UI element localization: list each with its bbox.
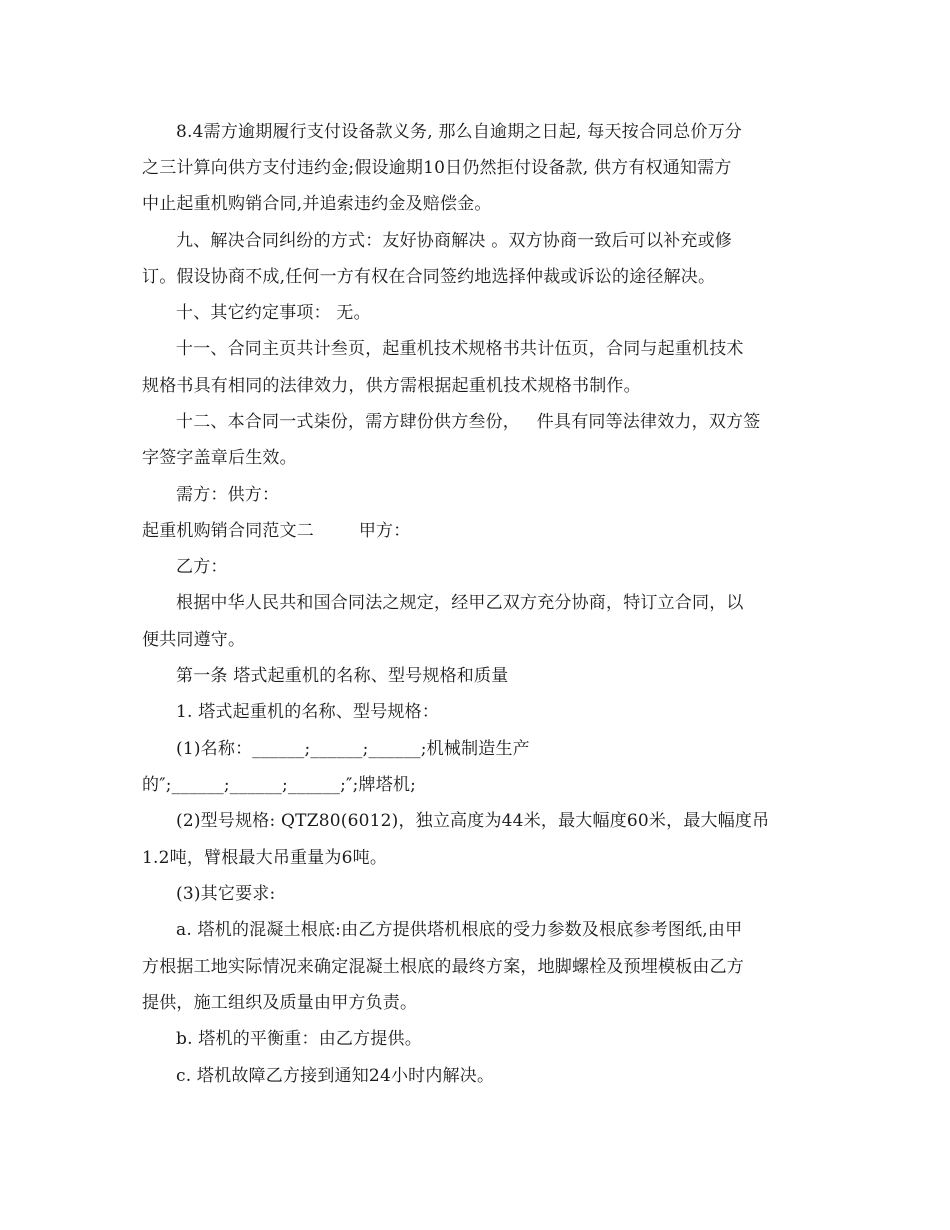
text-line: 1.2吨，臂根最大吊重量为6吨。 <box>142 848 388 868</box>
text-line: 十、其它约定事项： 无。 <box>176 303 371 323</box>
text-line: b. 塔机的平衡重：由乙方提供。 <box>176 1029 422 1049</box>
text-line: 规格书具有相同的法律效力，供方需根据起重机技术规格书制作。 <box>142 376 641 396</box>
text-line: 便共同遵守。 <box>142 630 246 650</box>
text-line: 字签字盖章后生效。 <box>142 448 297 468</box>
text-line: 中止起重机购销合同,并追索违约金及赔偿金。 <box>142 194 492 214</box>
text-line: 订。假设协商不成,任何一方有权在合同签约地选择仲裁或诉讼的途径解决。 <box>142 267 716 287</box>
section-heading: 第一条 塔式起重机的名称、型号规格和质量 <box>176 666 509 686</box>
text-line: 8.4需方逾期履行支付设备款义务, 那么自逾期之日起, 每天按合同总价万分 <box>176 122 743 142</box>
text-line: 的″;______;______;______;″;牌塔机; <box>142 775 417 795</box>
text-line: 提供，施工组织及质量由甲方负责。 <box>142 993 418 1013</box>
text-line: 之三计算向供方支付违约金;假设逾期10日仍然拒付设备款, 供方有权通知需方 <box>142 158 732 178</box>
text-line: 起重机购销合同范文二 甲方： <box>142 521 411 541</box>
text-line: (3)其它要求: <box>176 884 276 904</box>
text-line: 方根据工地实际情况来确定混凝土根底的最终方案，地脚螺栓及预埋模板由乙方 <box>142 957 744 977</box>
text-line: (2)型号规格: QTZ80(6012)，独立高度为44米，最大幅度60米，最大幅度吊 <box>176 811 770 831</box>
text-line: a. 塔机的混凝土根底:由乙方提供塔机根底的受力参数及根底参考图纸,由甲 <box>176 920 743 940</box>
text-line: 九、解决合同纠纷的方式：友好协商解决 。双方协商一致后可以补充或修 <box>176 231 733 251</box>
text-line: 十一、合同主页共计叁页，起重机技术规格书共计伍页，合同与起重机技术 <box>176 339 744 359</box>
text-line: 需方：供方： <box>176 485 280 505</box>
text-line: 1. 塔式起重机的名称、型号规格： <box>176 702 440 722</box>
text-line: 根据中华人民共和国合同法之规定，经甲乙双方充分协商，特订立合同，以 <box>176 593 744 613</box>
text-line: (1)名称：______;______;______;机械制造生产 <box>176 739 530 759</box>
text-line: c. 塔机故障乙方接到通知24小时内解决。 <box>176 1066 495 1086</box>
text-line: 乙方： <box>176 557 228 577</box>
text-line: 十二、本合同一式柒份，需方肆份供方叁份， 件具有同等法律效力，双方签 <box>176 412 761 432</box>
